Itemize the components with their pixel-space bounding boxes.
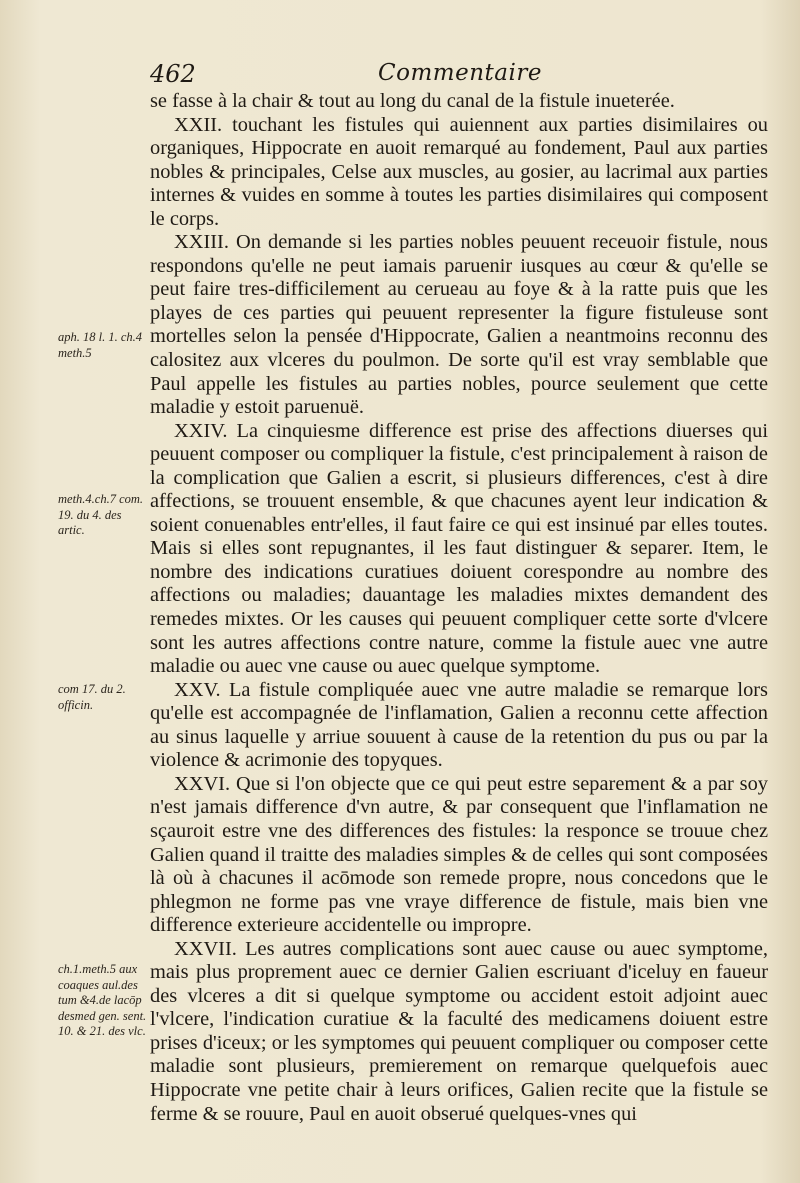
margin-note: com 17. du 2. officin. — [58, 682, 126, 712]
page-header — [150, 60, 770, 90]
paragraph-xxvi: XXVI. Que si l'on objecte que ce qui peut estre separement & a par soy n'est jamais difference d'vn autre, & par consequent que l'inflamation ne sçauroit estre vne des differences des fistules: la responce se trouue chez Galien quand il traitte des maladies simples & de celles qui sont composées là où à chacunes il acōmode son remede propre, nous concedons que le phlegmon ne forme pas vne vraye difference de fistule, mais bien vne difference exterieure accidentelle ou impropre. — [150, 772, 768, 937]
margin-note: ch.1.meth.5 aux coaques aul.des tum &4.de lacōp desmed gen. sent. 10. & 21. des vlc. — [58, 962, 147, 1038]
margin-note: meth.4.ch.7 com. 19. du 4. des artic. — [58, 492, 144, 537]
margin-note: aph. 18 l. 1. ch.4 meth.5 — [58, 330, 143, 360]
running-title: Commentaire — [378, 60, 542, 86]
paragraph-xxvii: XXVII. Les autres complications sont auec cause ou auec symptome, mais plus proprement auec ce dernier Galien escriuant d'iceluy en faueur des vlceres a dit si quelque symptome ou accident estoit adjoint auec l'vlcere, l'indication curatiue & la faculté des medicamens doiuent estre prises d'iceux; or les symptomes qui peuuent compliquer ou composer cette maladie sont plusieurs, premierement on remarque quelquefois auec Hippocrate vne petite chair à leurs orifices, Galien recite que la fistule se ferme & se rouure, Paul en auoit obserué quelques-vnes qui — [150, 937, 768, 1125]
paragraph-continuation: se fasse à la chair & tout au long du canal de la fistule inueterée. — [150, 90, 675, 112]
body-text — [150, 90, 768, 1126]
paragraph-xxv: XXV. La fistule compliquée auec vne autre maladie se remarque lors qu'elle est accompagnée de l'inflamation, Galien a reconnu cette affection au sinus laquelle y arriue souuent à cause de la retention du pus ou par la violence & acrimonie des topyques. — [150, 678, 768, 772]
paragraph-xxii: XXII. touchant les fistules qui auiennent aux parties disimilaires ou organiques, Hippocrate en auoit remarqué au fondement, Paul aux parties nobles & principales, Celse aux muscles, au gosier, au lacrimal aux parties internes & vuides en somme à toutes les parties disimilaires qui composent le corps. — [150, 113, 768, 230]
paragraph-xxiv: XXIV. La cinquiesme difference est prise des affections diuerses qui peuuent composer ou compliquer la fistule, c'est principalement à raison de la complication que Galien a escrit, si plusieurs differences, c'est à dire affections, se trouuent ensemble, & que chacunes ayent leur indication & soient conuenables entr'elles, il faut faire ce qui est insinué par elles toutes. Mais si elles sont repugnantes, il les faut distinguer & separer. Item, le nombre des indications curatiues doiuent corespondre au nombre des affections ou maladies; dauantage les maladies mixtes demandent des remedes mixtes. Or les causes qui peuuent compliquer cette sorte d'vlcere sont les autres affections contre nature, comme la fistule auec vne autre maladie ou auec vne cause ou auec quelque symptome. — [150, 419, 768, 678]
paragraph-xxiii: XXIII. On demande si les parties nobles peuuent receuoir fistule, nous respondons qu'elle ne peut iamais paruenir iusques au cœur & qu'elle se peut faire tres-difficilement au cerueau au foye & à la ratte puis que les playes de ces parties qui peuuent representer la figure fistuleuse sont mortelles selon la pensée d'Hippocrate, Galien a neantmoins reconnu des calositez aux vlceres du poulmon. De sorte qu'il est vray semblable que Paul appelle les fistules au parties nobles, pource seulement que cette maladie y estoit paruenuë. — [150, 231, 768, 419]
page-number: 462 — [150, 60, 196, 88]
margin-notes — [58, 0, 148, 1183]
